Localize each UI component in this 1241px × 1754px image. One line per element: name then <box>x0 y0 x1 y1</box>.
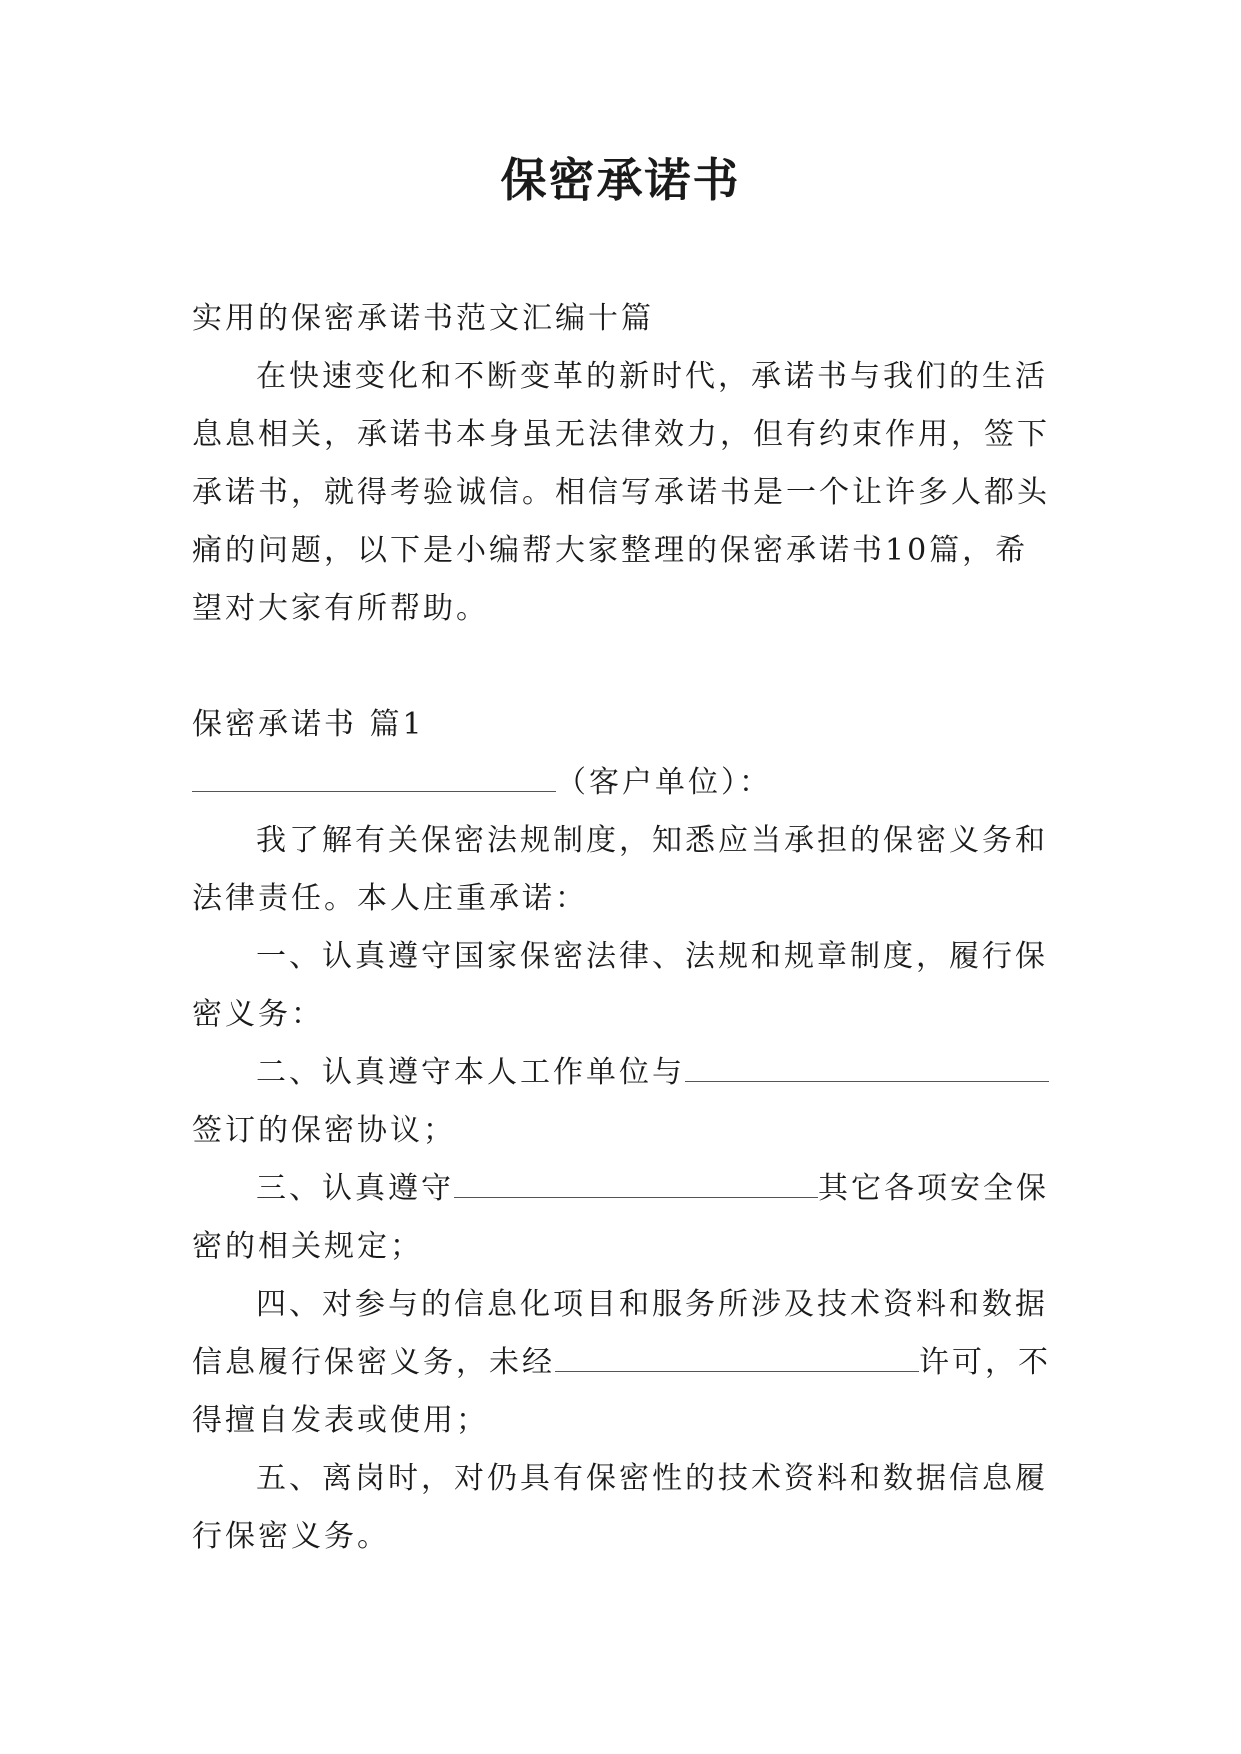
section-heading: 保密承诺书 篇1 <box>192 707 425 742</box>
blank-line <box>192 761 556 792</box>
paragraph: 我了解有关保密法规制度，知悉应当承担的保密义务和法律责任。本人庄重承诺： <box>192 823 1048 916</box>
clause-text: 四、对参与的信息化项目和服务所涉及技术资料和数据信息履行保密义务，未经 <box>192 1287 1048 1380</box>
document-title: 保密承诺书 <box>500 153 741 207</box>
clause-text: 三、认真遵守 <box>256 1171 454 1206</box>
addressee-suffix: （客户单位）： <box>556 765 772 800</box>
clause-3 <box>192 1160 1052 1276</box>
section-gap <box>192 638 1052 696</box>
blank-line <box>685 1051 1049 1082</box>
clause-1: 一、认真遵守国家保密法律、法规和规章制度，履行保密义务： <box>192 939 1048 1032</box>
document-body <box>192 290 1052 1566</box>
subtitle: 实用的保密承诺书范文汇编十篇 <box>192 301 654 336</box>
clause-text: 二、认真遵守本人工作单位与 <box>256 1055 685 1090</box>
clause-text: 签订的保密协议； <box>192 1113 456 1148</box>
addressee-line <box>192 754 1052 812</box>
clause-text: 其它各项安全保密的相关规定； <box>192 1171 1049 1264</box>
blank-line <box>555 1341 919 1372</box>
clause-4 <box>192 1276 1052 1450</box>
intro-paragraph: 在快速变化和不断变革的新时代，承诺书与我们的生活息息相关，承诺书本身虽无法律效力，但有约束作用，签下承诺书，就得考验诚信。相信写承诺书是一个让许多人都头痛的问题，以下是小编帮大家整理的保密承诺书10篇，希望对大家有所帮助。 <box>192 359 1050 626</box>
blank-line <box>454 1167 818 1198</box>
clause-2 <box>192 1044 1052 1160</box>
clause-text: 许可，不得擅自发表或使用； <box>192 1345 1051 1438</box>
clause-5: 五、离岗时，对仍具有保密性的技术资料和数据信息履行保密义务。 <box>192 1461 1048 1554</box>
